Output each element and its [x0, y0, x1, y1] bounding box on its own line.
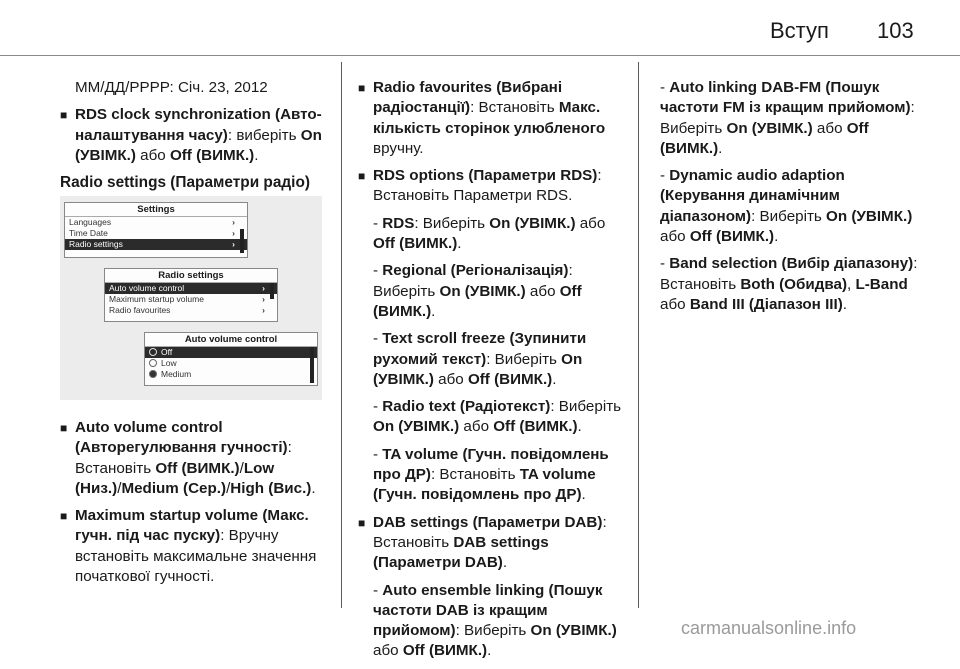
on-option: On (УВІМК.): [826, 207, 913, 225]
ta-volume-subitem: [358, 445, 630, 506]
scrollbar: [240, 229, 244, 253]
text: : Виберіть: [550, 398, 622, 416]
rds-clock-term: RDS clock synchronization (Авто-налаштування часу): [75, 106, 322, 144]
column-1-lower: [60, 418, 332, 594]
page-header: [0, 0, 960, 52]
end: .: [487, 642, 492, 660]
rds-clock-text: : виберіть: [227, 126, 301, 144]
sep: /: [226, 479, 231, 497]
auto-volume-low: Low (Низ.): [75, 459, 275, 497]
radio-fav-bold: Макс. кількість сторінок улюбленого: [373, 99, 606, 137]
or: або: [459, 418, 494, 436]
rds-subitem: [358, 214, 630, 255]
settings-item-label: Radio settings: [69, 239, 123, 249]
text: : Виберіть: [455, 622, 531, 640]
auto-volume-off: Off (ВИМК.): [155, 459, 240, 477]
end: .: [581, 486, 586, 504]
radio-settings-heading: Radio settings (Параметри радіо): [60, 174, 310, 192]
radio-item-favourites: [105, 305, 277, 316]
dash: -: [373, 214, 383, 232]
or: або: [373, 642, 403, 660]
rds-clock-off: Off (ВИМК.): [169, 146, 255, 164]
rds-clock-or: або: [135, 146, 170, 164]
auto-volume-item: [60, 418, 332, 499]
text: : Виберіть: [660, 99, 915, 137]
comma: ,: [847, 275, 856, 293]
auto-linking-subitem: [660, 78, 932, 159]
radio-fav-text: : Встановіть: [470, 99, 559, 117]
chevron-right-icon: ›: [232, 217, 235, 227]
rds-clock-item: [60, 105, 332, 166]
dab-settings-bold: DAB settings (Параметри DAB): [373, 533, 549, 572]
end: .: [311, 479, 316, 497]
max-startup-term: Maximum startup volume (Макс. гучн. під час пуску): [75, 507, 309, 545]
radio-button-selected-icon: [149, 370, 157, 378]
chevron-right-icon: ›: [262, 283, 265, 293]
ta-volume-bold: TA volume (Гучн. повідомлень про ДР): [373, 466, 596, 504]
regional-term: Regional (Регіоналізація): [382, 262, 569, 280]
ta-volume-term: TA volume (Гучн. повідомлень про ДР): [373, 445, 609, 484]
dash: -: [660, 255, 670, 273]
off-option: Off (ВИМК.): [493, 418, 578, 436]
band-both: Both (Обидва): [740, 275, 847, 293]
settings-item-languages: [65, 217, 247, 228]
dab-settings-item: [358, 513, 630, 574]
off-option: Off (ВИМК.): [660, 119, 869, 157]
text: : Виберіть: [373, 262, 573, 300]
end: .: [502, 554, 508, 572]
end: .: [577, 418, 582, 436]
or: або: [575, 214, 606, 232]
dash: -: [373, 581, 383, 599]
settings-screens-figure: [60, 196, 322, 400]
max-startup-item: [60, 506, 332, 587]
chevron-right-icon: ›: [262, 294, 265, 304]
dash: -: [373, 262, 383, 280]
dash: -: [373, 445, 383, 463]
radio-item-label: Auto volume control: [109, 283, 185, 293]
sep: /: [239, 459, 244, 477]
auto-volume-option-medium: [145, 369, 317, 380]
rds-clock-end: .: [254, 146, 259, 164]
radio-item-max-startup: [105, 294, 277, 305]
or: або: [433, 370, 468, 388]
end: .: [774, 228, 779, 246]
settings-window: [64, 202, 248, 258]
dash: -: [660, 167, 670, 185]
column-1: [60, 78, 332, 201]
settings-item-label: Languages: [69, 217, 112, 227]
end: .: [431, 302, 436, 320]
text: : Виберіть: [486, 350, 562, 368]
rds-options-item: [358, 166, 630, 207]
text: : Виберіть: [414, 214, 490, 232]
rds-term: RDS: [382, 214, 415, 232]
section-title: Вступ: [770, 18, 829, 43]
column-divider-1: [341, 62, 342, 608]
radio-text-subitem: [358, 397, 630, 438]
settings-item-time-date: [65, 228, 247, 239]
option-label: Low: [161, 358, 177, 368]
band-iii: Band III (Діапазон III): [689, 295, 843, 313]
page-number: 103: [877, 18, 914, 43]
rds-options-term: RDS options (Параметри RDS): [373, 167, 598, 185]
on-option: On (УВІМК.): [489, 214, 576, 232]
or: або: [660, 295, 690, 313]
text: : Встановіть: [660, 255, 918, 293]
or: або: [525, 282, 560, 300]
on-option: On (УВІМК.): [439, 282, 526, 300]
auto-volume-text: : Встановіть: [75, 439, 292, 477]
option-label: Off: [161, 347, 173, 357]
text-scroll-term: Text scroll freeze (Зупинити рухомий текст): [373, 330, 587, 368]
text: : Встановіть: [373, 513, 607, 551]
radio-item-label: Maximum startup volume: [109, 294, 204, 304]
column-2: [358, 78, 630, 669]
band-l: L-Band: [855, 275, 908, 293]
chevron-right-icon: ›: [232, 228, 235, 238]
radio-settings-window: [104, 268, 278, 322]
radio-item-label: Radio favourites: [109, 305, 171, 315]
sep: /: [117, 479, 122, 497]
dash: -: [373, 330, 383, 348]
rds-options-text: : Встановіть Параметри RDS.: [373, 167, 602, 205]
on-option: On (УВІМК.): [373, 350, 583, 388]
dynamic-audio-term: Dynamic audio adaption (Керування динамічним діапазоном): [660, 167, 845, 225]
regional-subitem: [358, 261, 630, 322]
end: .: [457, 235, 462, 253]
settings-item-radio-settings: [65, 239, 247, 250]
chevron-right-icon: ›: [232, 239, 235, 249]
on-option: On (УВІМК.): [530, 622, 617, 640]
on-option: On (УВІМК.): [726, 119, 813, 137]
auto-volume-window-title: Auto volume control: [145, 333, 317, 347]
end: .: [718, 139, 723, 157]
scrollbar: [270, 283, 274, 299]
dab-settings-term: DAB settings (Параметри DAB): [373, 513, 603, 531]
text-scroll-subitem: [358, 329, 630, 390]
auto-volume-high: High (Вис.): [230, 479, 312, 497]
text: : Виберіть: [751, 207, 827, 225]
radio-item-auto-volume: [105, 283, 277, 294]
text: : Встановіть: [430, 466, 520, 484]
off-option: Off (ВИМК.): [689, 228, 775, 246]
dash: -: [373, 398, 383, 416]
end: .: [842, 295, 848, 313]
auto-volume-medium: Medium (Сер.): [121, 479, 227, 497]
band-selection-subitem: [660, 254, 932, 315]
watermark: carmanualsonline.info: [681, 618, 857, 638]
radio-button-icon: [149, 348, 157, 356]
auto-volume-option-low: [145, 358, 317, 369]
auto-volume-option-off: [145, 347, 317, 358]
chevron-right-icon: ›: [262, 305, 265, 315]
date-format-line: ММ/ДД/РРРР: Січ. 23, 2012: [75, 79, 268, 96]
auto-volume-window: [144, 332, 318, 386]
end: .: [552, 370, 557, 388]
dynamic-audio-subitem: [660, 166, 932, 247]
dash: -: [660, 79, 670, 96]
off-option: Off (ВИМК.): [373, 282, 582, 320]
auto-ensemble-subitem: [358, 581, 630, 662]
off-option: Off (ВИМК.): [467, 370, 553, 388]
radio-favourites-item: [358, 78, 630, 159]
radio-settings-window-title: Radio settings: [105, 269, 277, 283]
max-startup-text: : Вручну встановіть максимальне значення початкової гучності.: [75, 527, 317, 586]
column-divider-2: [638, 62, 639, 608]
or: або: [812, 119, 847, 137]
auto-ensemble-term: Auto ensemble linking (Пошук частоти DAB із кращим прийомом): [373, 581, 603, 640]
radio-fav-term: Radio favourites (Вибрані радіостанції): [373, 79, 563, 117]
scrollbar: [310, 347, 314, 383]
radio-button-icon: [149, 359, 157, 367]
auto-volume-term: Auto volume control (Авторегулювання гучності): [75, 419, 288, 457]
column-3: [660, 78, 932, 322]
header-divider: [0, 55, 960, 56]
band-selection-term: Band selection (Вибір діапазону): [669, 255, 914, 273]
settings-window-title: Settings: [65, 203, 247, 217]
or: або: [660, 228, 690, 246]
option-label: Medium: [161, 369, 192, 379]
settings-item-label: Time Date: [69, 228, 108, 238]
off-option: Off (ВИМК.): [402, 642, 488, 660]
radio-text-term: Radio text (Радіотекст): [382, 398, 551, 416]
radio-fav-text2: вручну.: [373, 139, 424, 157]
auto-linking-term: Auto linking DAB-FM (Пошук частоти FM із кращим прийомом): [660, 79, 911, 117]
rds-clock-on: On (УВІМК.): [75, 126, 322, 164]
on-option: On (УВІМК.): [373, 418, 460, 436]
off-option: Off (ВИМК.): [373, 235, 458, 253]
